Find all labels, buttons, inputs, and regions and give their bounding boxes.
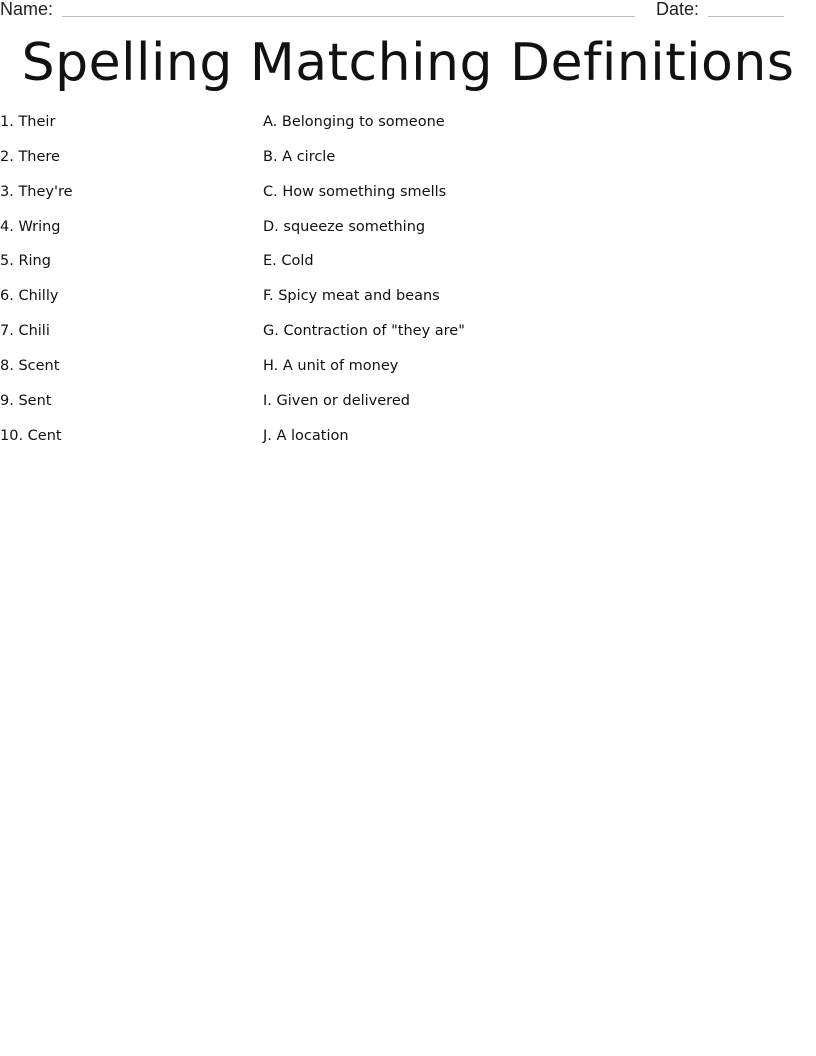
- definitions-list: [263, 110, 783, 458]
- term-item: 8. Scent: [0, 357, 60, 374]
- terms-list: [0, 110, 240, 458]
- definition-item: E. Cold: [263, 253, 314, 270]
- term-item: 7. Chili: [0, 323, 50, 340]
- term-item: 9. Sent: [0, 392, 52, 409]
- date-blank-line: [708, 16, 784, 17]
- definition-item: G. Contraction of "they are": [263, 323, 465, 340]
- definition-item: H. A unit of money: [263, 357, 399, 374]
- term-item: 5. Ring: [0, 253, 51, 270]
- term-item: 1. Their: [0, 114, 56, 130]
- term-item: 10. Cent: [0, 427, 62, 444]
- definition-item: A. Belonging to someone: [263, 114, 445, 130]
- term-item: 4. Wring: [0, 218, 61, 235]
- term-item: 3. They're: [0, 183, 73, 200]
- date-label: Date:: [656, 0, 700, 19]
- definition-item: F. Spicy meat and beans: [263, 288, 440, 305]
- name-label: Name:: [0, 0, 54, 19]
- definition-item: C. How something smells: [263, 183, 447, 200]
- term-item: 6. Chilly: [0, 288, 59, 305]
- page-title: Spelling Matching Definitions: [21, 33, 795, 93]
- definition-item: B. A circle: [263, 148, 336, 165]
- name-blank-line: [62, 16, 635, 17]
- definition-item: I. Given or delivered: [263, 392, 410, 409]
- term-item: 2. There: [0, 148, 60, 165]
- definition-item: D. squeeze something: [263, 218, 426, 235]
- worksheet-header: [0, 0, 816, 22]
- definition-item: J. A location: [263, 427, 349, 444]
